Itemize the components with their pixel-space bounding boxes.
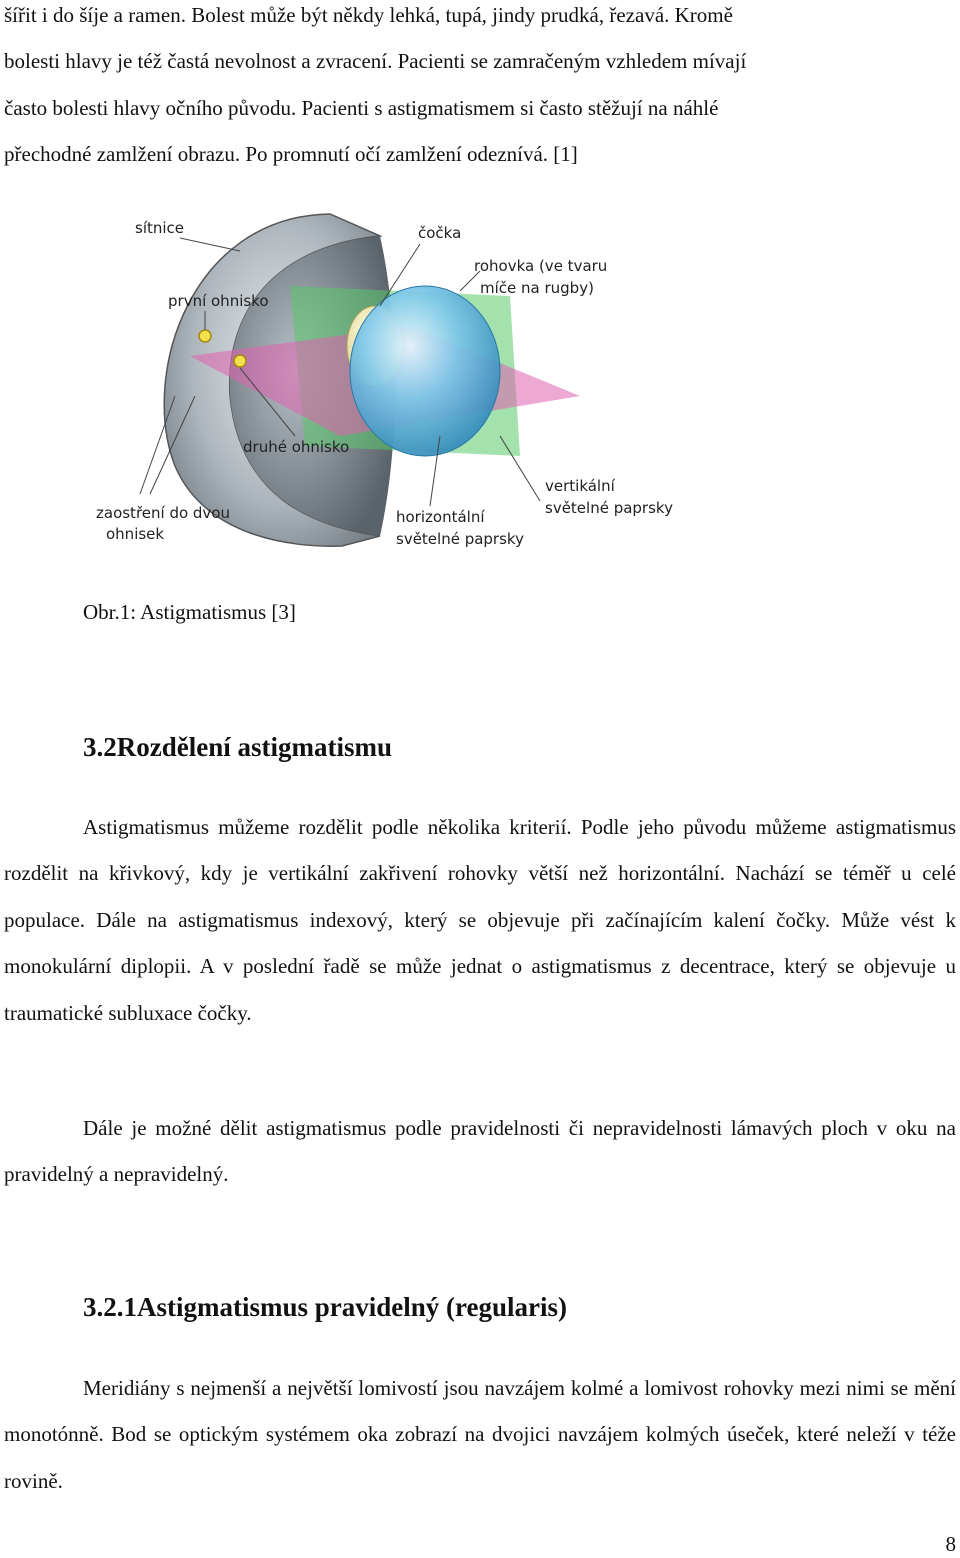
label-druhe-ohnisko: druhé ohnisko xyxy=(243,438,350,456)
cornea-shape xyxy=(350,286,500,456)
label-zaostreni-1: zaostření do dvou xyxy=(96,504,230,522)
section-3-2-paragraph-1: Astigmatismus můžeme rozdělit podle několika kriterií. Podle jeho původu můžeme astigmatismus rozdělit na křivkový, kdy je vertikální zakřivení rohovky větší než horizontální. Nachází se téměř u celé populace. Dále na astigmatismus indexový, který se objevuje při začínajícím kalení čočky. Může vést k monokulární diplopii. A v poslední řadě se může jednat o astigmatismus z decentrace, který se objevuje u traumatické subluxace čočky. xyxy=(4,815,956,1025)
section-heading-3-2: 3.2Rozdělení astigmatismu xyxy=(83,732,392,762)
label-sitnice: sítnice xyxy=(135,219,185,237)
section-heading-3-2-1: 3.2.1Astigmatismus pravidelný (regularis) xyxy=(83,1292,567,1322)
figure-caption: Obr.1: Astigmatismus [3] xyxy=(83,600,296,624)
label-rohovka-1: rohovka (ve tvaru xyxy=(474,257,608,275)
page-number: 8 xyxy=(945,1532,956,1556)
intro-line: přechodné zamlžení obrazu. Po promnutí očí zamlžení odeznívá. [1] xyxy=(4,142,578,167)
label-horizontalni-2: světelné paprsky xyxy=(396,530,524,548)
label-horizontalni-1: horizontální xyxy=(396,508,485,526)
first-focus-point xyxy=(199,330,211,342)
label-cocka: čočka xyxy=(418,224,462,242)
second-focus-point xyxy=(234,355,246,367)
intro-line: šířit i do šíje a ramen. Bolest může být někdy lehká, tupá, jindy prudká, řezavá. Kromě xyxy=(4,3,733,27)
astigmatism-figure xyxy=(80,196,700,568)
label-vertikalni-1: vertikální xyxy=(545,477,615,495)
eye-diagram xyxy=(80,196,700,568)
section-3-2-1-paragraph-1: Meridiány s nejmenší a největší lomivostí jsou navzájem kolmé a lomivost rohovky mezi nimi se mění monotónně. Bod se optickým systémem oka zobrazí na dvojici navzájem kolmých úseček, které neleží v téže rovině. xyxy=(4,1376,956,1493)
intro-line: bolesti hlavy je též častá nevolnost a zvracení. Pacienti se zamračeným vzhledem mívají xyxy=(4,49,747,74)
label-rohovka-2: míče na rugby) xyxy=(480,279,594,297)
intro-paragraph xyxy=(4,0,956,178)
label-zaostreni-2: ohnisek xyxy=(106,525,165,543)
intro-line: často bolesti hlavy očního původu. Pacienti s astigmatismem si často stěžují na náhlé xyxy=(4,95,719,120)
section-3-2-paragraph-2: Dále je možné dělit astigmatismus podle pravidelnosti či nepravidelnosti lámavých ploch v oku na pravidelný a nepravidelný. xyxy=(4,1116,956,1187)
label-prvni-ohnisko: první ohnisko xyxy=(168,292,269,310)
label-vertikalni-2: světelné paprsky xyxy=(545,499,673,517)
